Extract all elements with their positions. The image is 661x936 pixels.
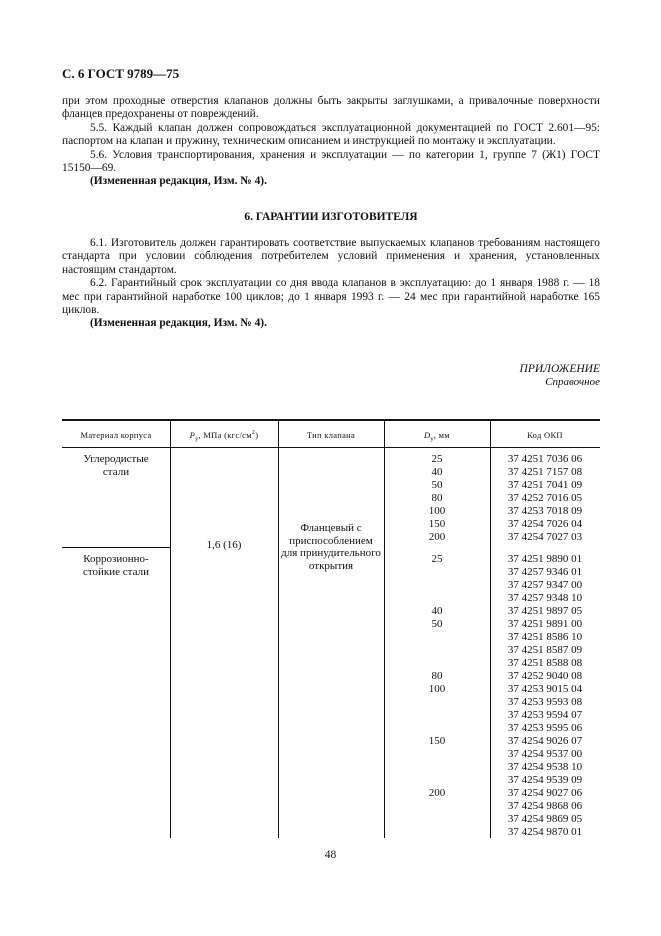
material-cell [62, 553, 170, 579]
header-pressure-symbol: P [189, 430, 196, 440]
material-cell [62, 453, 170, 479]
header-dn-subscript: у [430, 436, 434, 443]
appendix-subtitle: Справочное [545, 376, 600, 388]
dn-cell: 150 [428, 735, 446, 747]
dn-cell: 100 [428, 683, 446, 695]
table-column-divider [278, 420, 279, 838]
okp-cell: 37 4251 9890 01 [507, 553, 583, 565]
header-pressure [170, 430, 278, 443]
paragraph-5-6: 5.6. Условия транспортирования, хранения и эксплуатации — по категории 1, группе 7 (Ж1) ГОСТ 15150—69. [62, 148, 600, 175]
dn-cell: 25 [431, 553, 443, 565]
okp-cell: 37 4254 9537 00 [507, 748, 583, 760]
section-6-paragraphs [62, 237, 600, 331]
okp-cell: 37 4253 9595 06 [507, 722, 583, 734]
pressure-value: 1,6 (16) [206, 539, 242, 551]
okp-cell: 37 4251 9891 00 [507, 618, 583, 630]
dn-cell: 25 [431, 453, 443, 465]
material-group-divider [62, 547, 170, 548]
okp-cell: 37 4251 8587 09 [507, 644, 583, 656]
dn-cell: 80 [431, 492, 443, 504]
okp-cell: 37 4254 9538 10 [507, 761, 583, 773]
material-line: Углеродистые [83, 453, 149, 465]
okp-cell: 37 4254 9027 06 [507, 787, 583, 799]
paragraph-5-4-cont: при этом проходные отверстия клапанов должны быть закрыты заглушками, а привалочные поверхности фланцев предохранены от повреждений. [62, 95, 600, 121]
okp-cell: 37 4251 7157 08 [507, 466, 583, 478]
material-line: стали [102, 466, 130, 478]
valve-type-line: открытия [308, 559, 354, 572]
okp-cell: 37 4252 7016 05 [507, 492, 583, 504]
okp-cell: 37 4254 9869 05 [507, 813, 583, 825]
header-pressure-close: ) [255, 430, 259, 440]
table-column-divider [170, 420, 171, 838]
valve-type-line: Фланцевый с [300, 522, 362, 534]
dn-cell: 40 [431, 466, 443, 478]
amendment-note: (Измененная редакция, Изм. № 4). [90, 175, 267, 188]
header-dn-symbol: D [424, 430, 431, 440]
header-pressure-unit: , МПа (кгс/см [198, 430, 252, 440]
okp-cell: 37 4257 9348 10 [507, 592, 583, 604]
okp-cell: 37 4253 9015 04 [507, 683, 583, 695]
paragraph-6-1: 6.1. Изготовитель должен гарантировать соответствие выпускаемых клапанов требованиям настоящего стандарта при условии соблюдения потребителем условий применения и хранения, установленных настоящим стандартом. [62, 237, 600, 276]
appendix-title: ПРИЛОЖЕНИЕ [519, 363, 600, 375]
page-header: С. 6 ГОСТ 9789—75 [62, 66, 180, 81]
top-paragraphs [62, 95, 600, 189]
valve-type [278, 522, 384, 572]
okp-cell: 37 4254 9870 01 [507, 826, 583, 838]
dn-cell: 150 [428, 518, 446, 530]
header-type: Тип клапана [306, 430, 356, 440]
okp-cell: 37 4254 9026 07 [507, 735, 583, 747]
okp-cell: 37 4253 7018 09 [507, 505, 583, 517]
okp-cell: 37 4251 8586 10 [507, 631, 583, 643]
header-dn [384, 430, 490, 443]
valve-type-line: для принудительного [281, 547, 381, 559]
header-material: Материал корпуса [80, 430, 152, 440]
dn-cell: 80 [431, 670, 443, 682]
dn-cell: 50 [431, 618, 443, 630]
section-title: 6. ГАРАНТИИ ИЗГОТОВИТЕЛЯ [244, 211, 418, 223]
okp-cell: 37 4252 9040 08 [507, 670, 583, 682]
table-header-rule [62, 447, 600, 448]
dn-cell: 40 [431, 605, 443, 617]
appendix-label [520, 363, 600, 389]
material-line: стойкие стали [83, 566, 149, 578]
paragraph-6-2: 6.2. Гарантийный срок эксплуатации со дня ввода клапанов в эксплуатацию: до 1 января 1988 г. — 18 мес при гарантийной наработке 100 циклов; до 1 января 1993 г. — 24 мес при гарантийной наработке 165 циклов. [62, 277, 600, 317]
okp-cell: 37 4251 7041 09 [507, 479, 583, 491]
header-pressure-superscript: 2 [251, 430, 256, 437]
table-top-rule [62, 419, 600, 421]
okp-cell: 37 4254 7027 03 [507, 531, 583, 543]
okp-cell: 37 4257 9347 00 [507, 579, 583, 591]
dn-cell: 100 [428, 505, 446, 517]
dn-cell: 50 [431, 479, 443, 491]
valve-type-line: приспособлением [289, 534, 373, 547]
okp-cell: 37 4253 9594 07 [507, 709, 583, 721]
okp-cell: 37 4251 8588 08 [507, 657, 583, 669]
header-dn-unit: , мм [433, 430, 450, 440]
page-number: 48 [324, 849, 337, 861]
okp-cell: 37 4251 9897 05 [507, 605, 583, 617]
okp-cell: 37 4254 9539 09 [507, 774, 583, 786]
dn-cell: 200 [428, 787, 446, 799]
okp-cell: 37 4257 9346 01 [507, 566, 583, 578]
header-pressure-subscript: у [195, 436, 199, 443]
okp-cell: 37 4254 9868 06 [507, 800, 583, 812]
header-okp: Код ОКП [527, 430, 563, 440]
amendment-note: (Измененная редакция, Изм. № 4). [90, 317, 267, 330]
okp-cell: 37 4254 7026 04 [507, 518, 583, 530]
paragraph-5-5: 5.5. Каждый клапан должен сопровождаться эксплуатационной документацией по ГОСТ 2.601—95: паспортом на клапан и пружину, техническим описанием и инструкцией по монтажу и эксплуатации. [62, 121, 600, 148]
okp-cell: 37 4251 7036 06 [507, 453, 583, 465]
okp-cell: 37 4253 9593 08 [507, 696, 583, 708]
dn-cell: 200 [428, 531, 446, 543]
material-line: Коррозионно- [83, 553, 149, 565]
